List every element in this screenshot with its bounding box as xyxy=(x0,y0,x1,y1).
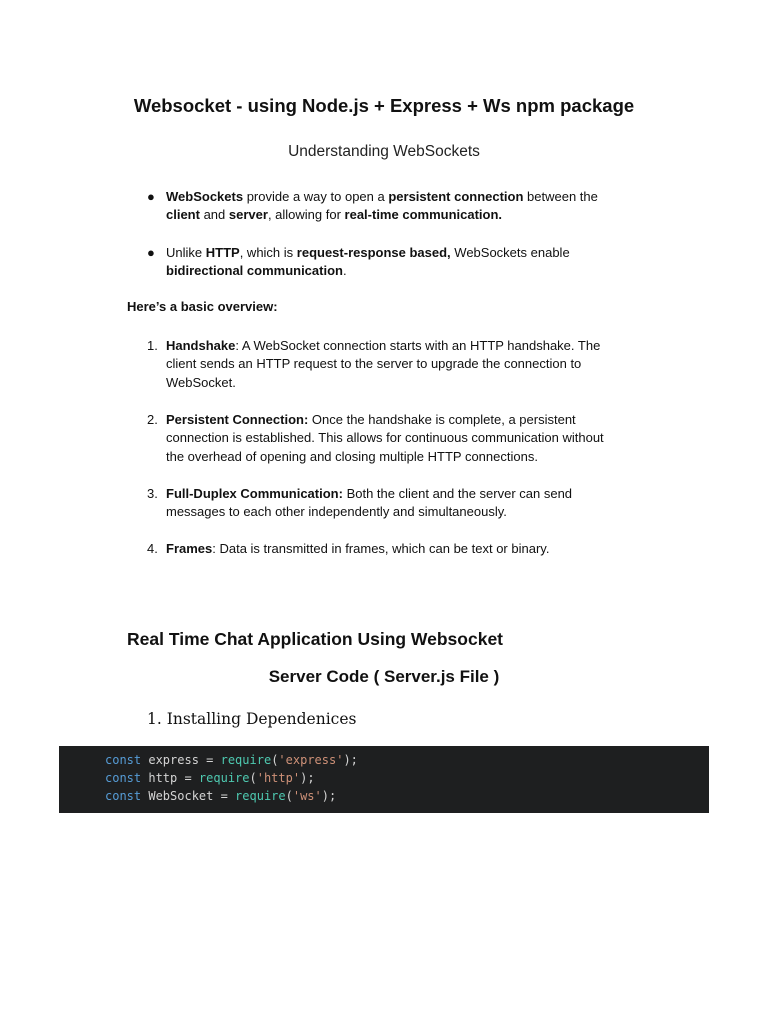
bullet-text-run: between the xyxy=(523,189,598,204)
overview-heading: Here’s a basic overview: xyxy=(127,299,278,314)
bullet-bold-text: bidirectional communication xyxy=(166,263,343,279)
bullet-bold-text: client xyxy=(166,207,200,223)
bullet-text xyxy=(166,244,641,281)
code-keyword: const xyxy=(105,789,142,803)
bullet-bold-text: persistent connection xyxy=(388,189,524,204)
step-bold-label: Frames xyxy=(166,541,213,556)
bullet-bold-text: WebSockets xyxy=(166,189,244,204)
code-function: require xyxy=(198,771,250,785)
list-item-text xyxy=(166,485,641,522)
bullet-marker: ● xyxy=(147,245,155,260)
step-text-line: client sends an HTTP request to the server to upgrade the connection to xyxy=(166,356,582,372)
code-punct: ( xyxy=(249,771,257,785)
code-text: WebSocket = xyxy=(141,789,236,803)
list-item xyxy=(147,540,647,560)
list-item-text xyxy=(166,411,641,466)
bullet-text-run: and xyxy=(199,207,229,223)
code-line xyxy=(105,771,315,785)
code-punct: ( xyxy=(285,789,293,803)
server-code-heading: Server Code ( Server.js File ) xyxy=(268,667,500,686)
document-title: Websocket - using Node.js + Express + Ws npm package xyxy=(133,95,635,116)
step-text-line: the overhead of opening and closing multiple HTTP connections. xyxy=(166,448,538,464)
code-function: require xyxy=(220,753,272,767)
code-string: 'express' xyxy=(278,753,344,767)
step-text-line: Once the handshake is complete, a persistent xyxy=(308,412,576,427)
code-line xyxy=(105,753,358,767)
bullet-bold-text: HTTP xyxy=(205,245,240,260)
list-item-text xyxy=(166,337,641,392)
step-bold-label: Handshake xyxy=(166,338,236,353)
code-text: express = xyxy=(141,753,221,767)
bullet-text-run: provide a way to open a xyxy=(243,189,389,204)
code-keyword: const xyxy=(105,753,142,767)
bullet-bold-text: request-response based, xyxy=(296,245,451,260)
code-string: 'ws' xyxy=(292,789,322,803)
code-punct: ); xyxy=(300,771,315,785)
bullet-marker: ● xyxy=(147,189,155,204)
list-number: 4. xyxy=(147,541,158,556)
install-heading: 1. Installing Dependenices xyxy=(147,710,357,728)
bullet-text xyxy=(166,188,641,225)
list-item xyxy=(147,485,647,525)
list-number: 1. xyxy=(147,338,158,353)
step-bold-label: Persistent Connection: xyxy=(166,412,309,427)
bullet-bold-text: server xyxy=(228,207,268,223)
code-block xyxy=(59,746,709,813)
bullet-text-run: , allowing for xyxy=(267,207,345,223)
code-punct: ); xyxy=(343,753,358,767)
list-number: 2. xyxy=(147,412,158,427)
bullet-text-run: Unlike xyxy=(166,245,206,260)
list-item-text xyxy=(166,540,641,558)
code-string: 'http' xyxy=(256,771,301,785)
code-punct: ( xyxy=(271,753,279,767)
step-bold-label: Full-Duplex Communication: xyxy=(166,486,343,501)
bullet-bold-text: real-time communication. xyxy=(344,207,503,223)
list-item xyxy=(147,337,647,397)
code-text: http = xyxy=(141,771,199,785)
code-function: require xyxy=(235,789,286,803)
bullet-item xyxy=(147,188,647,228)
bullet-text-run: WebSockets enable xyxy=(450,245,570,260)
bullet-item xyxy=(147,244,647,284)
list-number: 3. xyxy=(147,486,158,501)
step-text-line: : A WebSocket connection starts with an HTTP handshake. The xyxy=(235,338,601,353)
code-keyword: const xyxy=(105,771,142,785)
step-text-line: : Data is transmitted in frames, which can be text or binary. xyxy=(212,541,550,556)
bullet-text-run: . xyxy=(342,263,347,279)
section-heading: Real Time Chat Application Using Websocket xyxy=(127,629,504,649)
code-punct: ); xyxy=(321,789,337,803)
step-text-line: WebSocket. xyxy=(166,374,236,390)
document-subtitle: Understanding WebSockets xyxy=(288,143,480,160)
bullet-text-run: , which is xyxy=(239,245,297,260)
code-line xyxy=(105,789,336,803)
step-text-line: messages to each other independently and simultaneously. xyxy=(166,504,507,520)
list-item xyxy=(147,411,647,471)
step-text-line: Both the client and the server can send xyxy=(342,486,573,501)
step-text-line: connection is established. This allows for continuous communication without xyxy=(166,430,604,446)
